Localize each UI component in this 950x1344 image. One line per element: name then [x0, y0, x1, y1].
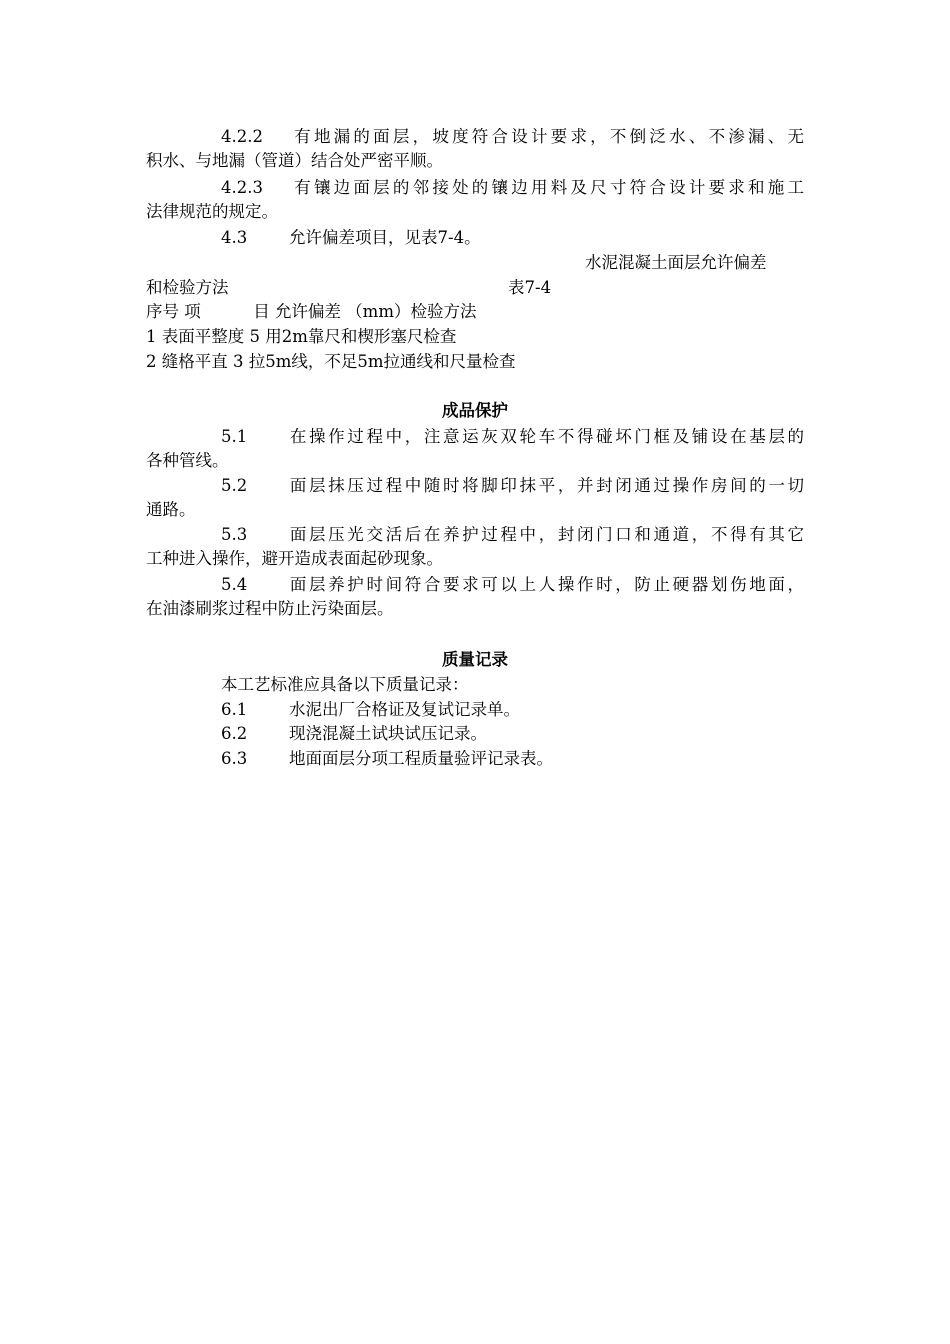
item-5-1-line1	[146, 425, 804, 449]
item-4-2-2-text: 有地漏的面层，坡度符合设计要求，不倒泛水、不渗漏、无	[290, 127, 804, 146]
item-5-3-text: 面层压光交活后在养护过程中，封闭门口和通道，不得有其它	[287, 525, 804, 544]
item-4-2-2-line2: 积水、与地漏（管道）结合处严密平顺。	[146, 151, 443, 170]
item-4-2-3-text: 有镶边面层的邻接处的镶边用料及尺寸符合设计要求和施工	[290, 178, 804, 197]
item-5-2-line1	[146, 474, 804, 498]
item-5-3-line1	[146, 523, 804, 547]
item-4-2-2-number: 4.2.2	[221, 127, 263, 146]
table-row-1: 1 表面平整度 5 用2m靠尺和楔形塞尺检查	[146, 327, 457, 346]
item-4-3-number: 4.3	[221, 228, 248, 247]
item-4-3-text: 允许偏差项目，见表7-4。	[289, 228, 481, 247]
table-caption-left: 和检验方法	[146, 278, 229, 297]
item-6-1	[221, 698, 520, 722]
item-5-2-number: 5.2	[221, 476, 248, 495]
item-5-2-text: 面层抹压过程中随时将脚印抹平，并封闭通过操作房间的一切	[287, 476, 804, 495]
item-4-2-3-line1	[146, 176, 804, 200]
item-6-2-number: 6.2	[221, 724, 248, 743]
item-5-4-line1	[146, 573, 804, 597]
item-6-1-text: 水泥出厂合格证及复试记录单。	[289, 700, 520, 719]
item-5-1-text: 在操作过程中，注意运灰双轮车不得碰坏门框及铺设在基层的	[287, 427, 804, 446]
table-header-row: 序号 项 目 允许偏差 （mm）检验方法	[146, 302, 477, 321]
table-caption-right: 水泥混凝土面层允许偏差	[585, 253, 767, 272]
item-5-1-number: 5.1	[221, 427, 248, 446]
item-4-3	[221, 226, 481, 250]
table-number: 表7-4	[508, 278, 552, 297]
item-6-3-number: 6.3	[221, 749, 248, 768]
item-5-3-number: 5.3	[221, 525, 248, 544]
item-5-4-number: 5.4	[221, 575, 248, 594]
item-5-4-text: 面层养护时间符合要求可以上人操作时，防止硬器划伤地面，	[287, 575, 804, 594]
item-5-2-line2: 通路。	[146, 500, 196, 519]
item-6-2-text: 现浇混凝土试块试压记录。	[289, 724, 487, 743]
item-4-2-3-line2: 法律规范的规定。	[146, 202, 278, 221]
item-5-1-line2: 各种管线。	[146, 451, 229, 470]
item-6-1-number: 6.1	[221, 700, 248, 719]
item-6-2	[221, 722, 487, 746]
item-5-4-line2: 在油漆刷浆过程中防止污染面层。	[146, 599, 394, 618]
section-title-quality-records: 质量记录	[442, 650, 508, 669]
table-row-2: 2 缝格平直 3 拉5m线，不足5m拉通线和尺量检查	[146, 352, 516, 371]
item-5-3-line2: 工种进入操作，避开造成表面起砂现象。	[146, 549, 443, 568]
item-4-2-2-line1	[146, 125, 804, 149]
quality-records-intro: 本工艺标准应具备以下质量记录：	[221, 675, 469, 694]
section-title-product-protection: 成品保护	[442, 401, 508, 420]
item-6-3	[221, 747, 553, 771]
item-6-3-text: 地面面层分项工程质量验评记录表。	[289, 749, 553, 768]
item-4-2-3-number: 4.2.3	[221, 178, 263, 197]
